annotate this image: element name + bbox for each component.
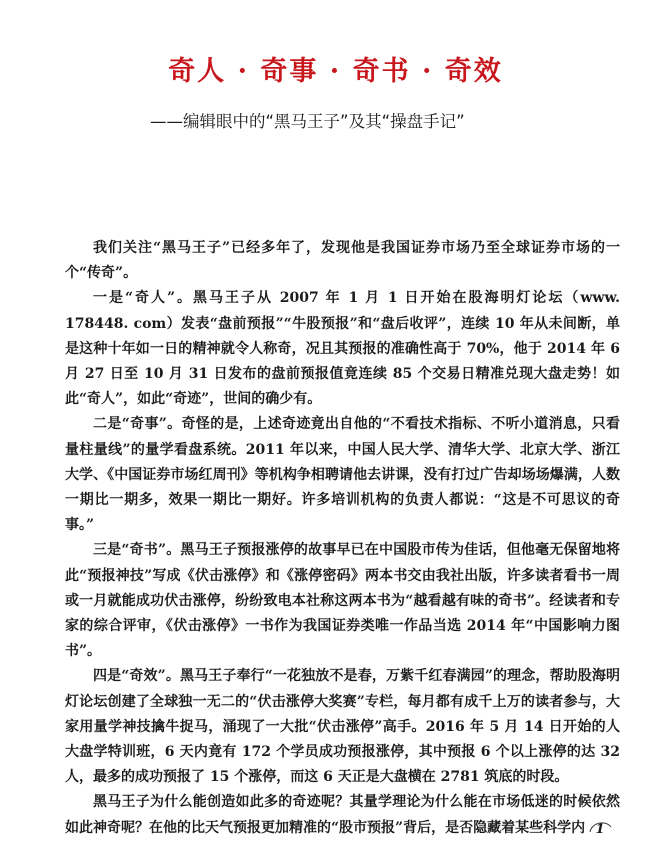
page-number-ornament-icon (586, 818, 614, 842)
paragraph-text: 奇怪的是，上述奇迹竟出自他的“不看技术指标、不听小道消息，只看量柱量线”的量学看盘系统。2011 年以来，中国人民大学、清华大学、北京大学、浙江大学、《中国证券市场红周刊》等机构争相聘请他去讲课，没有打过广告却场场爆满，人数一期比一期多，效果一期比一期好。许多培训机构的负责人都说：“这是不可思议的奇事。” (65, 416, 620, 534)
paragraph-text: 黑马王子为什么能创造如此多的奇迹呢？其量学理论为什么能在市场低迷的时候依然如此神奇呢？在他的比天气预报更加精准的“股市预报”背后，是否隐藏着某些科学内 (65, 794, 620, 836)
paragraph-closing (65, 790, 620, 840)
paragraph-qixiao (65, 664, 620, 790)
body-text (65, 236, 620, 841)
paragraph-lead: 三是“奇书”。 (93, 542, 181, 559)
paragraph-qiren (65, 286, 620, 412)
paragraph-qishi (65, 412, 620, 538)
page-number-text: 1 (595, 822, 605, 837)
paragraph-text: 黑马王子奉行“一花独放不是春，万紫千红春满园”的理念，帮助股海明灯论坛创建了全球独一无二的“伏击涨停大奖赛”专栏，每月都有成千上万的读者参与，大家用量学神技擒牛捉马，涌现了一大批“伏击涨停”高手。2016 年 5 月 14 日开始的人大盘学特训班，6 天内竟有 172 个学员成功预报涨停，其中预报 6 个以上涨停的达 32 人，最多的成功预报了 15 个涨停，而这 6 天正是大盘横在 2781 筑底的时段。 (65, 668, 621, 786)
paragraph-intro (65, 236, 620, 286)
paragraph-text: 我们关注“黑马王子”已经多年了，发现他是我国证券市场乃至全球证券市场的一个“传奇”。 (65, 240, 620, 282)
page-subtitle: ——编辑眼中的“黑马王子”及其“操盘手记” (150, 112, 465, 131)
page-number (590, 822, 610, 837)
paragraph-text: 黑马王子预报涨停的故事早已在中国股市传为佳话，但他毫无保留地将此“预报神技”写成《伏击涨停》和《涨停密码》两本书交由我社出版，许多读者看书一周或一月就能成功伏击涨停，纷纷致电本社称这两本书为“越看越有味的奇书”。经读者和专家的综合评审，《伏击涨停》一书作为我国证券类唯一作品当选 2014 年“中国影响力图书”。 (65, 542, 621, 660)
paragraph-lead: 一是“奇人”。 (93, 290, 194, 307)
paragraph-text: 黑马王子从 2007 年 1 月 1 日开始在股海明灯论坛（www. 178448. com）发表“盘前预报”“牛股预报”和“盘后收评”，连续 10 年从未间断，单是这种十年如一日的精神就令人称奇，况且其预报的准确性高于 70%，他于 2014 年 6 月 27 日至 10 月 31 日发布的盘前预报值竟连续 85 个交易日精准兑现大盘走势！如此“奇人”，如此“奇迹”，世间的确少有。 (65, 290, 621, 408)
paragraph-lead: 四是“奇效”。 (93, 668, 180, 685)
paragraph-lead: 二是“奇事”。 (93, 416, 182, 433)
page-title: 奇人 · 奇事 · 奇书 · 奇效 (168, 56, 503, 87)
paragraph-qishu (65, 538, 620, 664)
